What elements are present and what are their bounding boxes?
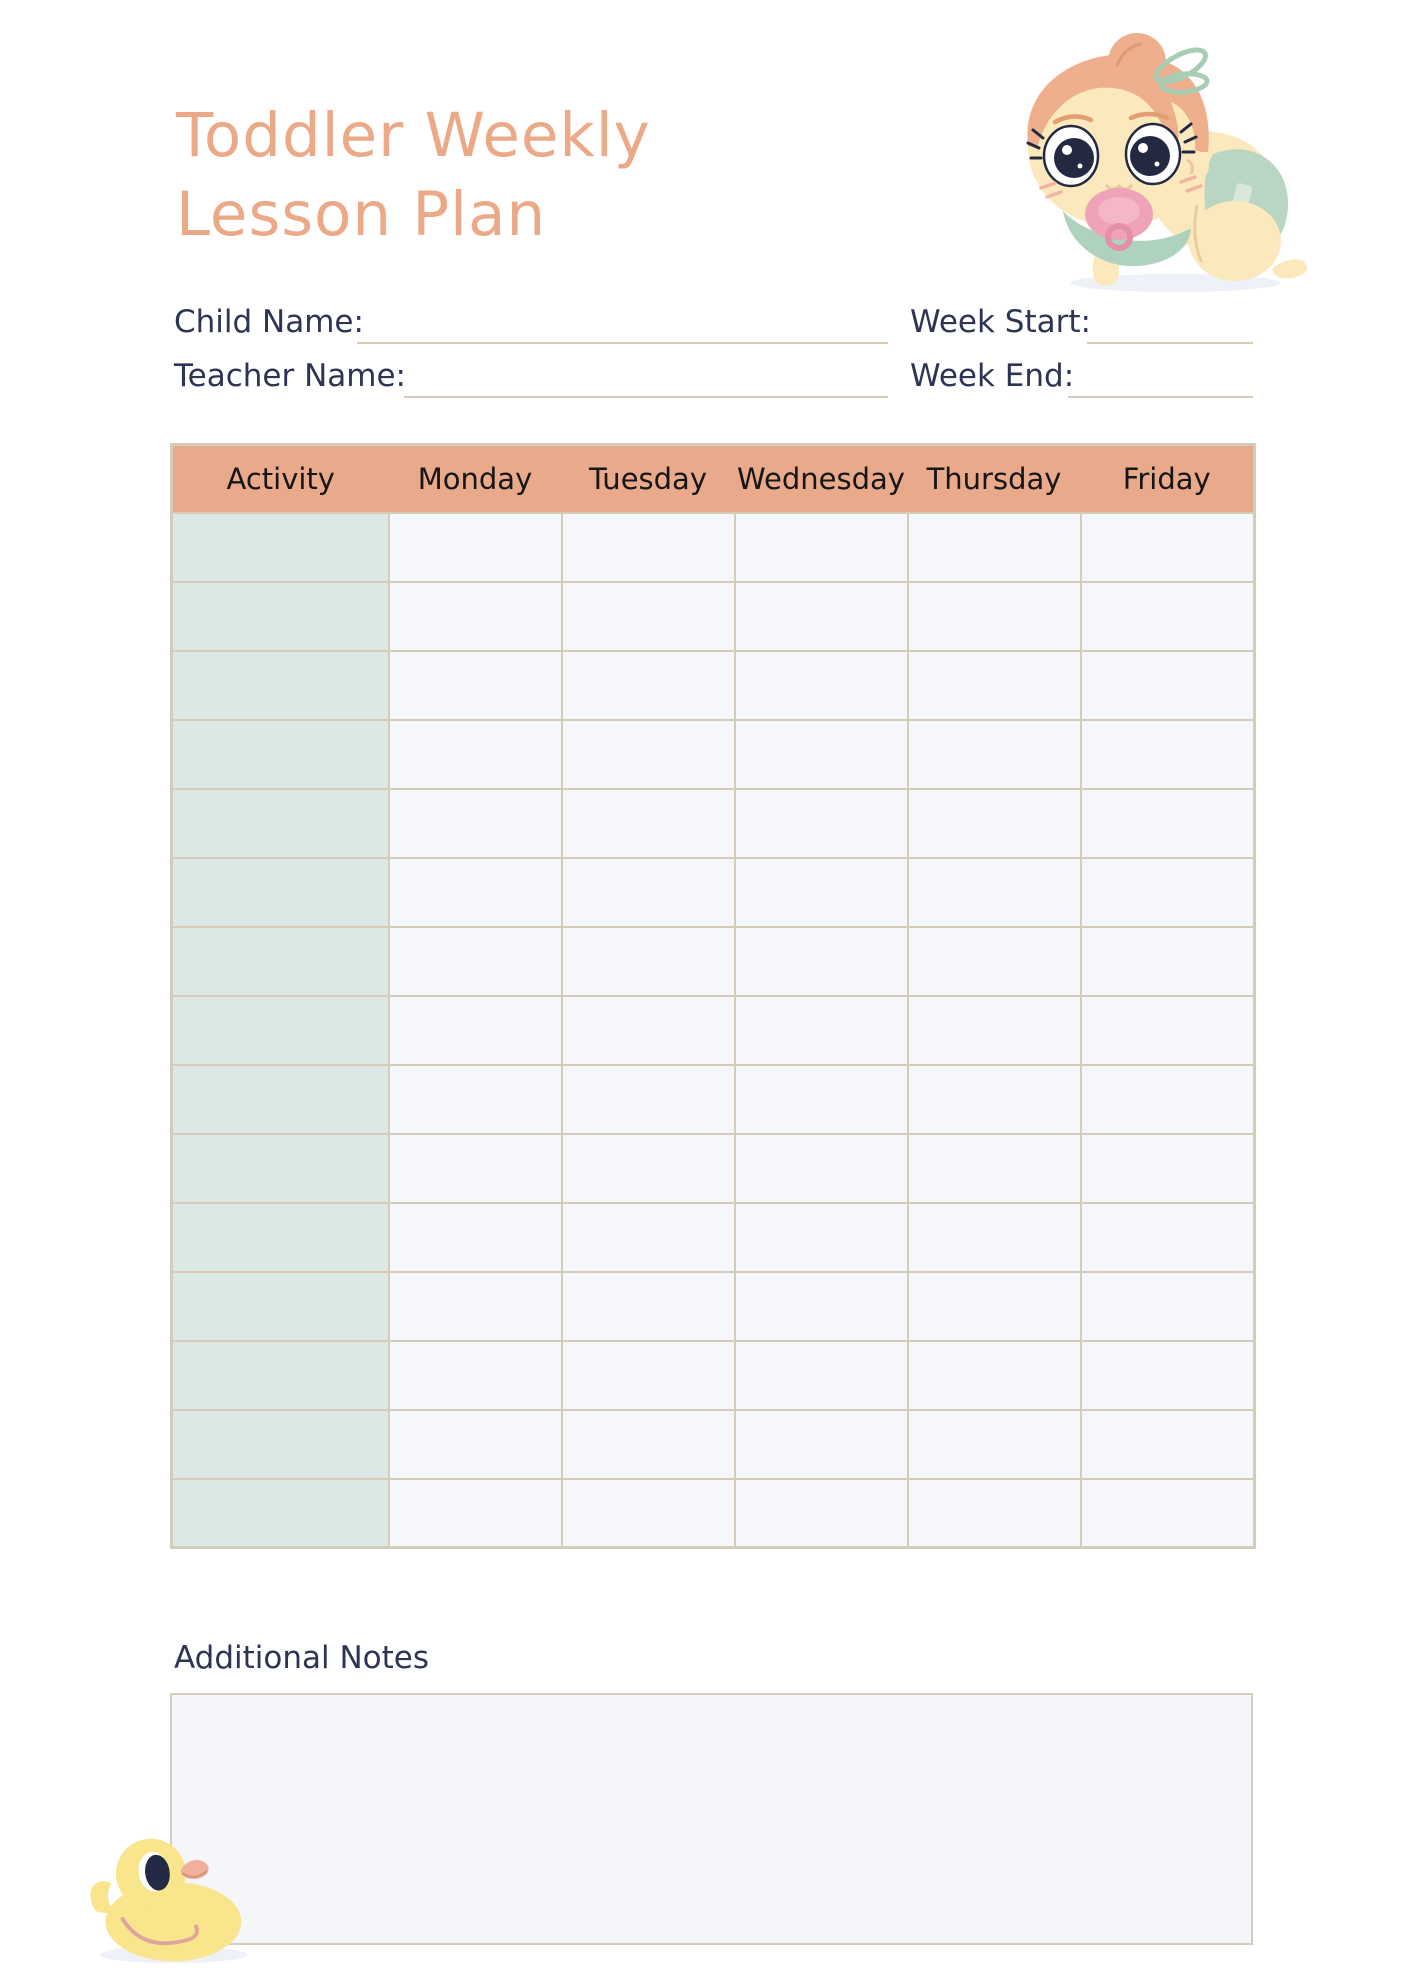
day-cell[interactable] bbox=[389, 1272, 562, 1341]
day-cell[interactable] bbox=[735, 789, 908, 858]
additional-notes-input[interactable] bbox=[170, 1693, 1253, 1945]
additional-notes-label: Additional Notes bbox=[174, 1640, 430, 1676]
baby-illustration bbox=[985, 26, 1315, 296]
day-cell[interactable] bbox=[1081, 789, 1255, 858]
child-name-input[interactable] bbox=[357, 306, 888, 344]
table-row bbox=[172, 789, 1255, 858]
day-cell[interactable] bbox=[735, 720, 908, 789]
day-cell[interactable] bbox=[1081, 513, 1255, 582]
day-cell[interactable] bbox=[1081, 1134, 1255, 1203]
activity-cell[interactable] bbox=[172, 1272, 389, 1341]
page-title-line2: Lesson Plan bbox=[176, 179, 547, 250]
table-row bbox=[172, 996, 1255, 1065]
table-row bbox=[172, 1065, 1255, 1134]
page-title bbox=[176, 96, 651, 254]
day-cell[interactable] bbox=[908, 720, 1081, 789]
day-cell[interactable] bbox=[562, 651, 735, 720]
day-cell[interactable] bbox=[389, 1065, 562, 1134]
table-row bbox=[172, 513, 1255, 582]
day-cell[interactable] bbox=[1081, 858, 1255, 927]
activity-cell[interactable] bbox=[172, 651, 389, 720]
day-cell[interactable] bbox=[1081, 1203, 1255, 1272]
lesson-table-body bbox=[172, 513, 1255, 1548]
activity-cell[interactable] bbox=[172, 1410, 389, 1479]
duck-illustration bbox=[56, 1834, 306, 1966]
day-cell[interactable] bbox=[908, 1134, 1081, 1203]
day-cell[interactable] bbox=[562, 1203, 735, 1272]
activity-cell[interactable] bbox=[172, 996, 389, 1065]
table-header-row bbox=[172, 445, 1255, 513]
day-cell[interactable] bbox=[562, 513, 735, 582]
table-row bbox=[172, 1203, 1255, 1272]
table-row bbox=[172, 1341, 1255, 1410]
table-row bbox=[172, 927, 1255, 996]
day-cell[interactable] bbox=[389, 996, 562, 1065]
teacher-name-input[interactable] bbox=[404, 360, 888, 398]
day-cell[interactable] bbox=[1081, 1341, 1255, 1410]
day-cell[interactable] bbox=[735, 1203, 908, 1272]
day-cell[interactable] bbox=[1081, 1479, 1255, 1548]
activity-cell[interactable] bbox=[172, 513, 389, 582]
week-end-label: Week End: bbox=[910, 358, 1075, 394]
teacher-name-label: Teacher Name: bbox=[174, 358, 407, 394]
day-cell[interactable] bbox=[562, 927, 735, 996]
table-row bbox=[172, 720, 1255, 789]
activity-cell[interactable] bbox=[172, 927, 389, 996]
day-cell[interactable] bbox=[735, 651, 908, 720]
activity-cell[interactable] bbox=[172, 858, 389, 927]
day-cell[interactable] bbox=[735, 1065, 908, 1134]
week-start-label: Week Start: bbox=[910, 304, 1091, 340]
day-cell[interactable] bbox=[908, 996, 1081, 1065]
table-row bbox=[172, 858, 1255, 927]
activity-cell[interactable] bbox=[172, 1203, 389, 1272]
day-cell[interactable] bbox=[908, 1410, 1081, 1479]
day-cell[interactable] bbox=[1081, 1410, 1255, 1479]
day-cell[interactable] bbox=[562, 1479, 735, 1548]
day-cell[interactable] bbox=[389, 789, 562, 858]
day-cell[interactable] bbox=[735, 1479, 908, 1548]
column-header-tuesday: Tuesday bbox=[562, 445, 735, 513]
day-cell[interactable] bbox=[908, 651, 1081, 720]
day-cell[interactable] bbox=[908, 582, 1081, 651]
day-cell[interactable] bbox=[389, 720, 562, 789]
day-cell[interactable] bbox=[908, 927, 1081, 996]
lesson-plan-table bbox=[170, 443, 1256, 1549]
day-cell[interactable] bbox=[562, 1272, 735, 1341]
activity-cell[interactable] bbox=[172, 789, 389, 858]
day-cell[interactable] bbox=[1081, 1272, 1255, 1341]
child-name-label: Child Name: bbox=[174, 304, 364, 340]
day-cell[interactable] bbox=[562, 1341, 735, 1410]
day-cell[interactable] bbox=[389, 1134, 562, 1203]
day-cell[interactable] bbox=[389, 651, 562, 720]
week-start-input[interactable] bbox=[1087, 306, 1253, 344]
day-cell[interactable] bbox=[908, 1479, 1081, 1548]
day-cell[interactable] bbox=[389, 582, 562, 651]
page-title-line1: Toddler Weekly bbox=[176, 100, 651, 171]
day-cell[interactable] bbox=[1081, 582, 1255, 651]
day-cell[interactable] bbox=[908, 858, 1081, 927]
column-header-activity: Activity bbox=[172, 445, 389, 513]
day-cell[interactable] bbox=[562, 1065, 735, 1134]
day-cell[interactable] bbox=[735, 996, 908, 1065]
column-header-friday: Friday bbox=[1081, 445, 1255, 513]
table-row bbox=[172, 1410, 1255, 1479]
day-cell[interactable] bbox=[735, 858, 908, 927]
day-cell[interactable] bbox=[389, 1479, 562, 1548]
day-cell[interactable] bbox=[1081, 651, 1255, 720]
day-cell[interactable] bbox=[562, 996, 735, 1065]
activity-cell[interactable] bbox=[172, 720, 389, 789]
table-row bbox=[172, 651, 1255, 720]
day-cell[interactable] bbox=[908, 1272, 1081, 1341]
day-cell[interactable] bbox=[389, 927, 562, 996]
column-header-monday: Monday bbox=[389, 445, 562, 513]
table-row bbox=[172, 1134, 1255, 1203]
day-cell[interactable] bbox=[562, 789, 735, 858]
table-row bbox=[172, 1479, 1255, 1548]
day-cell[interactable] bbox=[735, 1272, 908, 1341]
day-cell[interactable] bbox=[389, 1341, 562, 1410]
day-cell[interactable] bbox=[562, 858, 735, 927]
day-cell[interactable] bbox=[908, 1065, 1081, 1134]
day-cell[interactable] bbox=[1081, 927, 1255, 996]
day-cell[interactable] bbox=[735, 1134, 908, 1203]
table-row bbox=[172, 582, 1255, 651]
activity-cell[interactable] bbox=[172, 1065, 389, 1134]
day-cell[interactable] bbox=[389, 513, 562, 582]
day-cell[interactable] bbox=[735, 1410, 908, 1479]
day-cell[interactable] bbox=[562, 1134, 735, 1203]
activity-cell[interactable] bbox=[172, 1341, 389, 1410]
activity-cell[interactable] bbox=[172, 1134, 389, 1203]
day-cell[interactable] bbox=[1081, 720, 1255, 789]
day-cell[interactable] bbox=[908, 789, 1081, 858]
day-cell[interactable] bbox=[735, 927, 908, 996]
day-cell[interactable] bbox=[389, 1410, 562, 1479]
day-cell[interactable] bbox=[389, 858, 562, 927]
day-cell[interactable] bbox=[735, 513, 908, 582]
day-cell[interactable] bbox=[735, 1341, 908, 1410]
day-cell[interactable] bbox=[908, 1341, 1081, 1410]
day-cell[interactable] bbox=[908, 513, 1081, 582]
day-cell[interactable] bbox=[1081, 996, 1255, 1065]
day-cell[interactable] bbox=[389, 1203, 562, 1272]
table-row bbox=[172, 1272, 1255, 1341]
column-header-thursday: Thursday bbox=[908, 445, 1081, 513]
column-header-wednesday: Wednesday bbox=[735, 445, 908, 513]
day-cell[interactable] bbox=[908, 1203, 1081, 1272]
day-cell[interactable] bbox=[562, 720, 735, 789]
day-cell[interactable] bbox=[1081, 1065, 1255, 1134]
activity-cell[interactable] bbox=[172, 582, 389, 651]
day-cell[interactable] bbox=[562, 1410, 735, 1479]
day-cell[interactable] bbox=[562, 582, 735, 651]
activity-cell[interactable] bbox=[172, 1479, 389, 1548]
day-cell[interactable] bbox=[735, 582, 908, 651]
week-end-input[interactable] bbox=[1068, 360, 1253, 398]
